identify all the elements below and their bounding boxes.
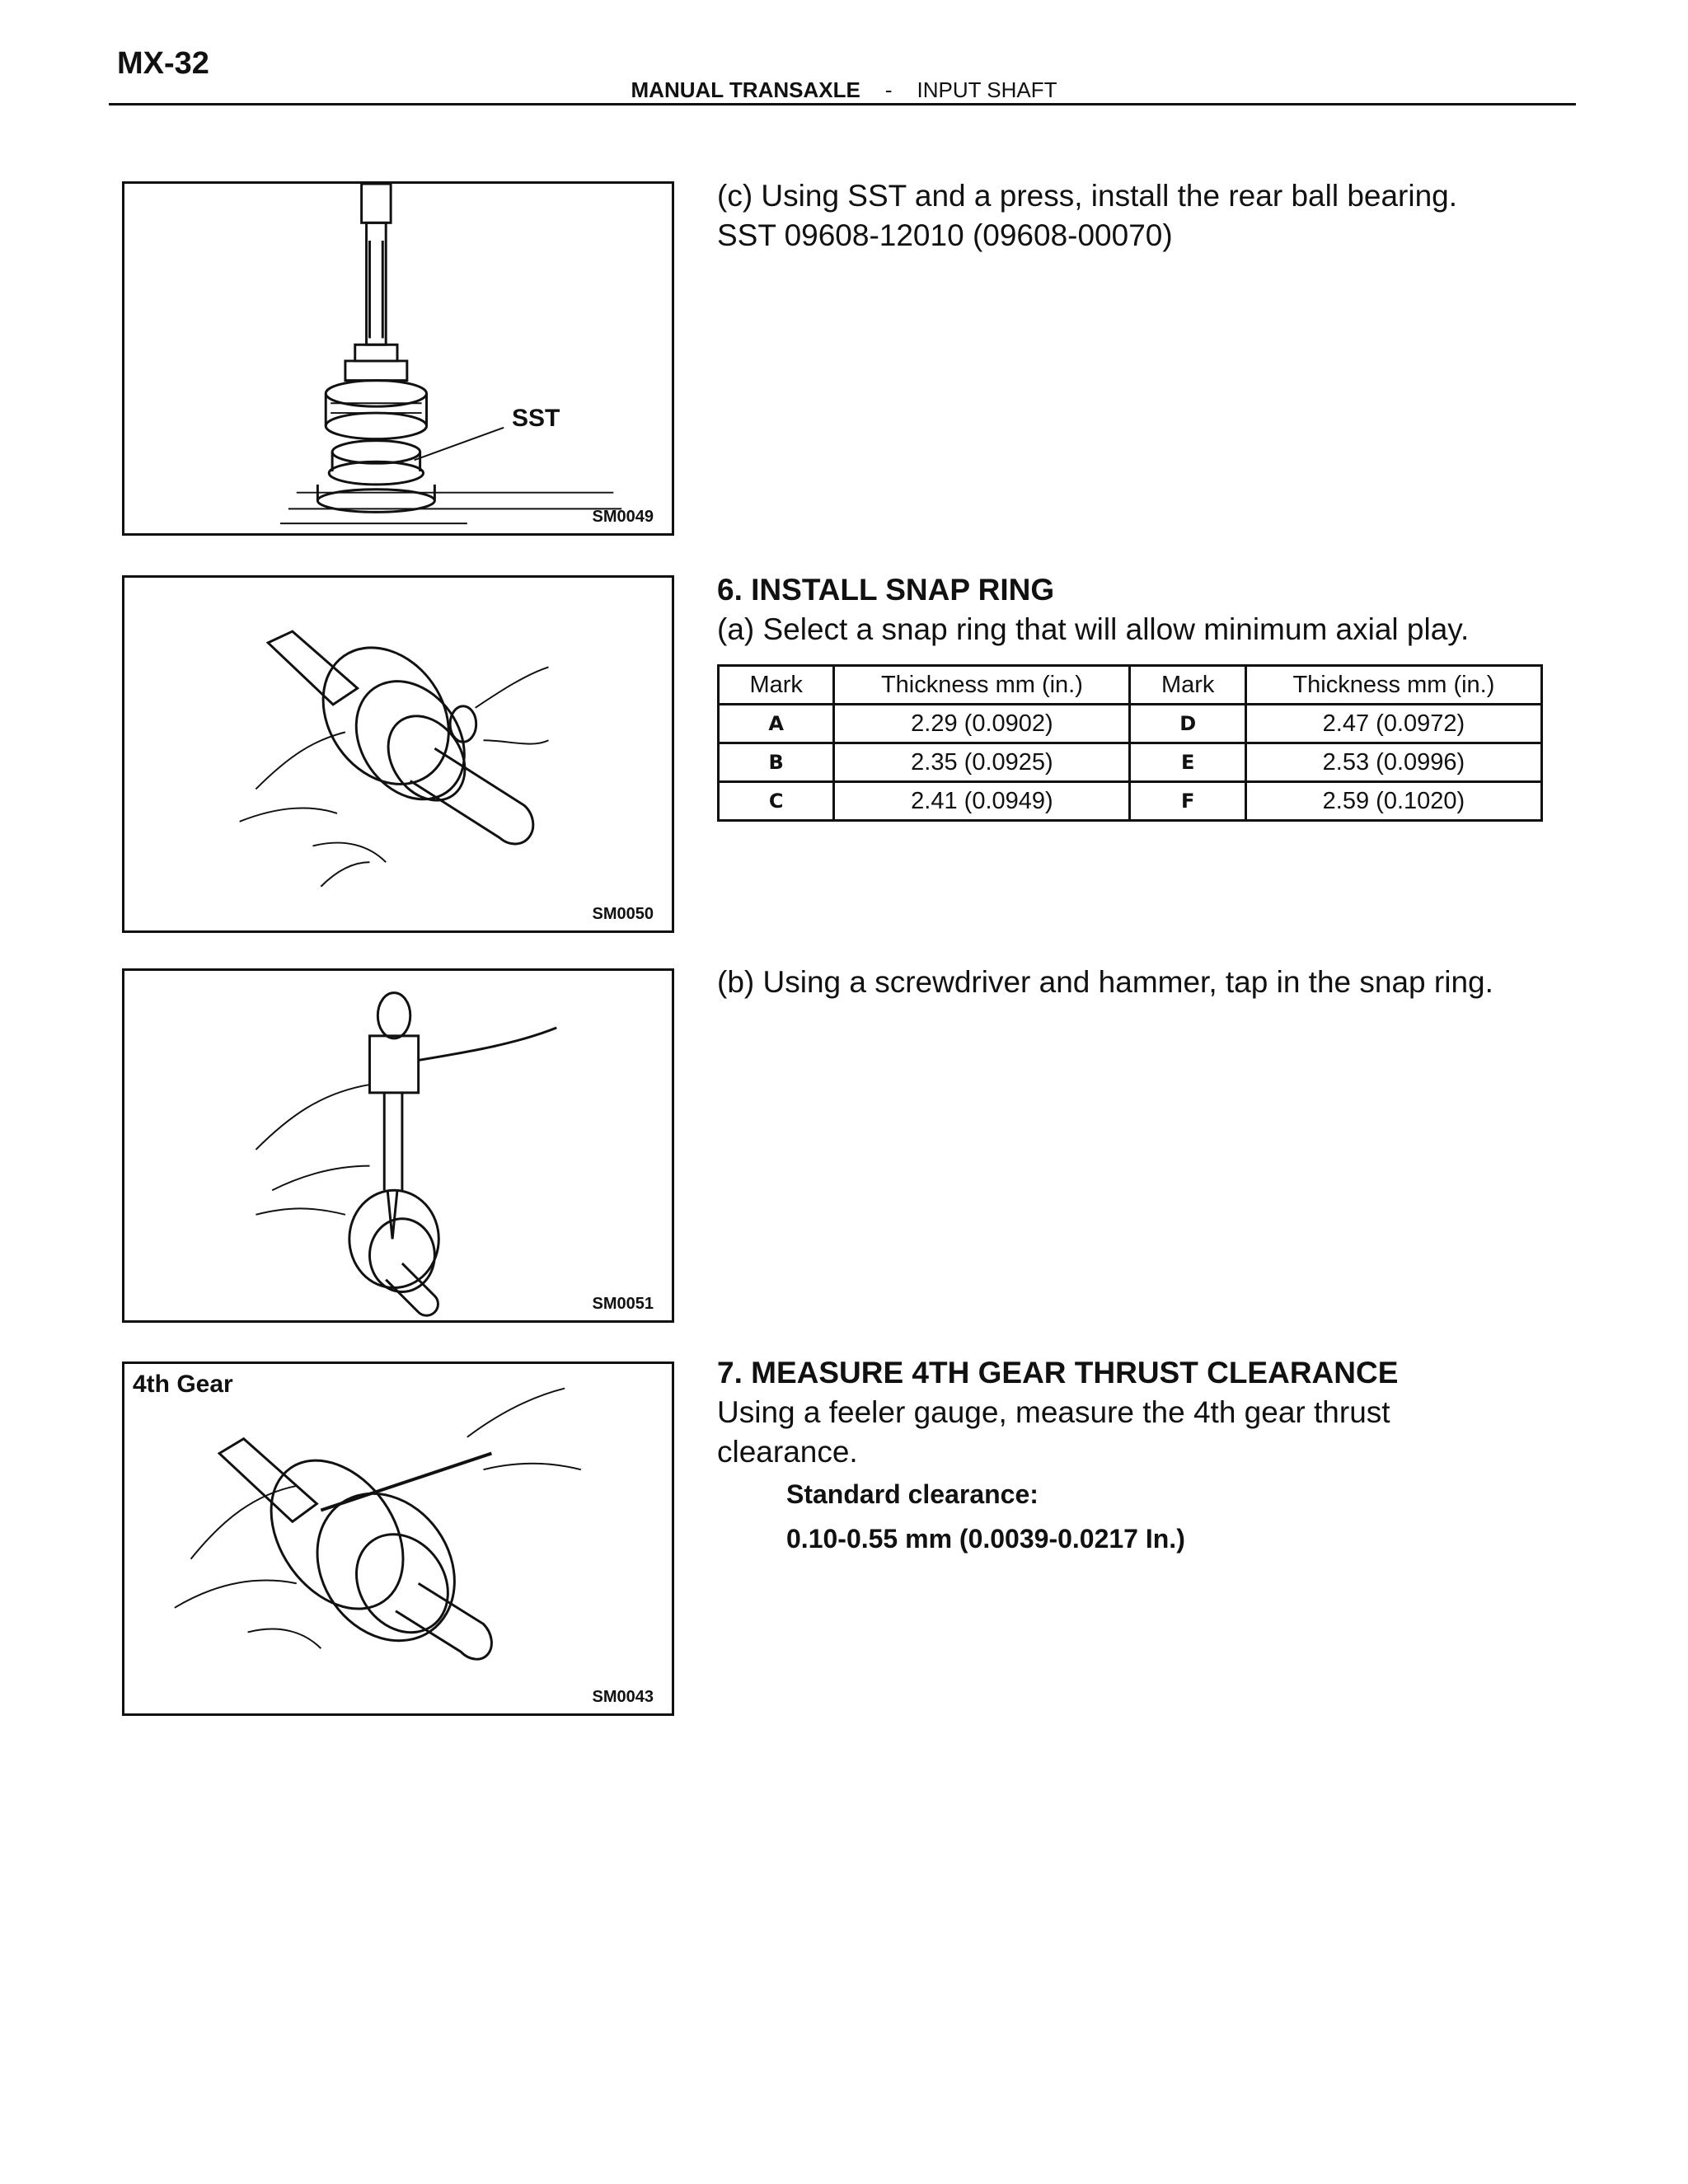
- col-header-thickness: Thickness mm (in.): [1245, 666, 1541, 705]
- header-rule: [109, 103, 1576, 105]
- mark-cell: F: [1130, 782, 1245, 821]
- thickness-cell: 2.41 (0.0949): [834, 782, 1130, 821]
- spec-label: Standard clearance:: [786, 1479, 1039, 1509]
- header-separator: -: [884, 77, 893, 102]
- header-section: MANUAL TRANSAXLE: [631, 77, 860, 102]
- mark-cell: A: [719, 705, 834, 743]
- header-subsection: INPUT SHAFT: [917, 77, 1057, 102]
- page-number: MX-32: [117, 46, 209, 81]
- thickness-cell: 2.29 (0.0902): [834, 705, 1130, 743]
- step6-a: (a) Select a snap ring that will allow minimum axial play.: [717, 612, 1470, 646]
- step6-block: [717, 570, 1469, 649]
- step7-title: 7. MEASURE 4TH GEAR THRUST CLEARANCE: [717, 1356, 1399, 1390]
- step-c-sst: SST 09608-12010 (09608-00070): [717, 218, 1173, 252]
- figure-snap-ring-select: [122, 575, 674, 933]
- step-c-text: [717, 176, 1457, 255]
- table-row: [719, 743, 1542, 782]
- step6-title: 6. INSTALL SNAP RING: [717, 573, 1055, 607]
- mark-cell: D: [1130, 705, 1245, 743]
- feeler-gauge-illustration: [124, 1364, 672, 1713]
- snap-ring-table: [717, 664, 1543, 822]
- sst-callout: SST: [512, 405, 560, 432]
- thickness-cell: 2.59 (0.1020): [1245, 782, 1541, 821]
- step-c-line1: (c) Using SST and a press, install the rear ball bearing.: [717, 179, 1458, 213]
- figure-code: SM0050: [592, 905, 654, 923]
- col-header-mark: Mark: [1130, 666, 1245, 705]
- figure-hammer-tap: [122, 968, 674, 1323]
- thickness-cell: 2.47 (0.0972): [1245, 705, 1541, 743]
- step6-b: (b) Using a screwdriver and hammer, tap in the snap ring.: [717, 965, 1493, 999]
- press-bearing-illustration: [124, 184, 672, 533]
- step7-block: [717, 1353, 1398, 1561]
- table-header-row: [719, 666, 1542, 705]
- figure-press-bearing: [122, 181, 674, 536]
- snap-ring-illustration: [124, 578, 672, 930]
- hammer-illustration: [124, 971, 672, 1320]
- thickness-cell: 2.53 (0.0996): [1245, 743, 1541, 782]
- mark-cell: B: [719, 743, 834, 782]
- figure-code: SM0043: [592, 1688, 654, 1706]
- col-header-mark: Mark: [719, 666, 834, 705]
- mark-cell: E: [1130, 743, 1245, 782]
- step7-line1: Using a feeler gauge, measure the 4th gear thrust: [717, 1395, 1390, 1429]
- spec-value: 0.10-0.55 mm (0.0039-0.0217 In.): [786, 1524, 1185, 1554]
- figure-feeler-gauge: [122, 1361, 674, 1716]
- thickness-cell: 2.35 (0.0925): [834, 743, 1130, 782]
- mark-cell: C: [719, 782, 834, 821]
- col-header-thickness: Thickness mm (in.): [834, 666, 1130, 705]
- figure-code: SM0049: [592, 508, 654, 526]
- figure-code: SM0051: [592, 1295, 654, 1313]
- running-header: [0, 77, 1688, 103]
- table-row: [719, 782, 1542, 821]
- figure-label: 4th Gear: [133, 1371, 233, 1398]
- step7-line2: clearance.: [717, 1435, 858, 1469]
- table-row: [719, 705, 1542, 743]
